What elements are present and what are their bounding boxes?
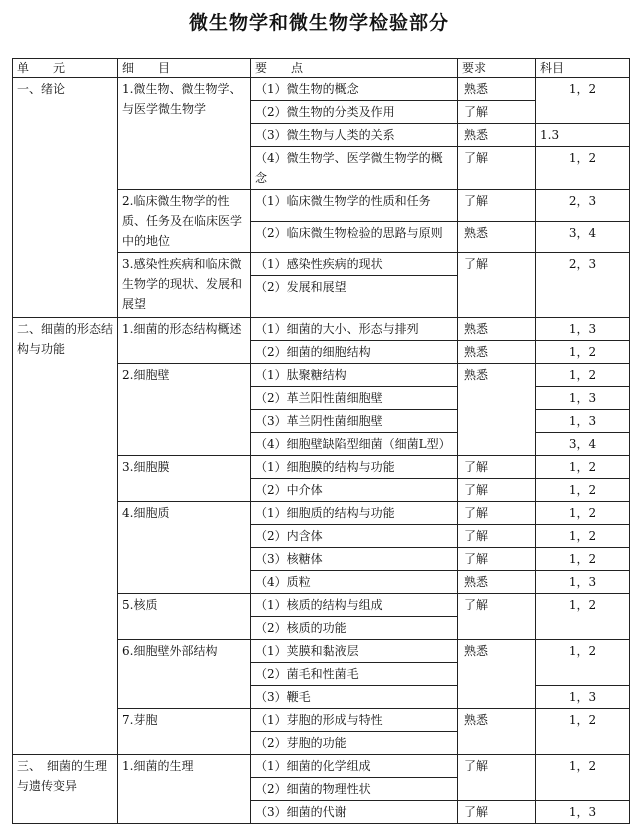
requirement-cell: 了解 [458,548,536,571]
requirement-cell: 了解 [458,147,536,190]
item-cell: 1.细菌的生理 [118,755,251,824]
header-point: 要 点 [251,59,458,78]
point-cell: （2）菌毛和性菌毛 [251,663,458,686]
subject-cell: 1，2 [536,78,630,124]
item-cell: 4.细胞质 [118,502,251,594]
point-cell: （1）细菌的大小、形态与排列 [251,318,458,341]
item-cell: 3.细胞膜 [118,456,251,502]
unit-cell: 二、细菌的形态结构与功能 [13,318,118,755]
subject-cell: 1，2 [536,755,630,801]
subject-cell: 1.3 [536,124,630,147]
point-cell: （1）感染性疾病的现状 [251,253,458,276]
unit-cell: 一、绪论 [13,78,118,318]
point-cell: （1）微生物的概念 [251,78,458,101]
point-cell: （1）细菌的化学组成 [251,755,458,778]
point-cell: （1）荚膜和黏液层 [251,640,458,663]
point-cell: （3）鞭毛 [251,686,458,709]
subject-cell: 1，2 [536,341,630,364]
item-cell: 7.芽胞 [118,709,251,755]
point-cell: （2）中介体 [251,479,458,502]
requirement-cell: 了解 [458,479,536,502]
header-requirement: 要求 [458,59,536,78]
subject-cell: 1，2 [536,479,630,502]
subject-cell: 1，3 [536,410,630,433]
header-unit: 单 元 [13,59,118,78]
subject-cell: 1，2 [536,548,630,571]
header-item: 细 目 [118,59,251,78]
point-cell: （3）革兰阴性菌细胞壁 [251,410,458,433]
requirement-cell: 熟悉 [458,640,536,709]
page-title: 微生物学和微生物学检验部分 [188,12,449,34]
subject-cell: 1，2 [536,502,630,525]
subject-cell: 1，3 [536,801,630,824]
syllabus-table [12,58,630,824]
subject-cell: 1，3 [536,686,630,709]
subject-cell: 1，2 [536,709,630,755]
subject-cell: 3，4 [536,221,630,253]
subject-cell: 1，2 [536,525,630,548]
point-cell: （2）革兰阳性菌细胞壁 [251,387,458,410]
point-cell: （2）临床微生物检验的思路与原则 [251,221,458,253]
point-cell: （2）微生物的分类及作用 [251,101,458,124]
requirement-cell: 了解 [458,101,536,124]
unit-cell: 三、 细菌的生理与遗传变异 [13,755,118,824]
point-cell: （2）细菌的细胞结构 [251,341,458,364]
subject-cell: 3，4 [536,433,630,456]
table-row [13,318,630,341]
subject-cell: 1，3 [536,571,630,594]
point-cell: （3）微生物与人类的关系 [251,124,458,147]
point-cell: （4）微生物学、医学微生物学的概念 [251,147,458,190]
subject-cell: 1，2 [536,594,630,640]
point-cell: （1）芽胞的形成与特性 [251,709,458,732]
item-cell: 1.细菌的形态结构概述 [118,318,251,364]
item-cell: 6.细胞壁外部结构 [118,640,251,709]
requirement-cell: 了解 [458,502,536,525]
requirement-cell: 熟悉 [458,341,536,364]
subject-cell: 2，3 [536,190,630,222]
point-cell: （2）细菌的物理性状 [251,778,458,801]
requirement-cell: 熟悉 [458,709,536,755]
requirement-cell: 了解 [458,525,536,548]
requirement-cell: 了解 [458,755,536,801]
point-cell: （2）发展和展望 [251,276,458,318]
point-cell: （1）临床微生物学的性质和任务 [251,190,458,222]
subject-cell: 1，2 [536,147,630,190]
point-cell: （2）核质的功能 [251,617,458,640]
requirement-cell: 了解 [458,253,536,318]
item-cell: 2.临床微生物学的性质、任务及在临床医学中的地位 [118,190,251,253]
subject-cell: 1，2 [536,456,630,479]
point-cell: （4）细胞壁缺陷型细菌（细菌L型） [251,433,458,456]
requirement-cell: 了解 [458,456,536,479]
table-row [13,78,630,101]
item-cell: 5.核质 [118,594,251,640]
point-cell: （2）芽胞的功能 [251,732,458,755]
requirement-cell: 熟悉 [458,78,536,101]
point-cell: （1）肽聚糖结构 [251,364,458,387]
item-cell: 3.感染性疾病和临床微生物学的现状、发展和展望 [118,253,251,318]
point-cell: （1）核质的结构与组成 [251,594,458,617]
point-cell: （3）核糖体 [251,548,458,571]
requirement-cell: 熟悉 [458,318,536,341]
subject-cell: 1，3 [536,387,630,410]
subject-cell: 1，2 [536,364,630,387]
point-cell: （4）质粒 [251,571,458,594]
requirement-cell: 熟悉 [458,221,536,253]
requirement-cell: 熟悉 [458,571,536,594]
requirement-cell: 熟悉 [458,124,536,147]
point-cell: （1）细胞质的结构与功能 [251,502,458,525]
requirement-cell: 了解 [458,190,536,222]
item-cell: 2.细胞壁 [118,364,251,456]
subject-cell: 2，3 [536,253,630,318]
subject-cell: 1，2 [536,640,630,686]
table-header-row [13,59,630,78]
requirement-cell: 了解 [458,594,536,640]
subject-cell: 1，3 [536,318,630,341]
point-cell: （2）内含体 [251,525,458,548]
table-row [13,755,630,778]
point-cell: （3）细菌的代谢 [251,801,458,824]
item-cell: 1.微生物、微生物学、与医学微生物学 [118,78,251,190]
requirement-cell: 熟悉 [458,364,536,456]
header-subject: 科目 [536,59,630,78]
point-cell: （1）细胞膜的结构与功能 [251,456,458,479]
requirement-cell: 了解 [458,801,536,824]
